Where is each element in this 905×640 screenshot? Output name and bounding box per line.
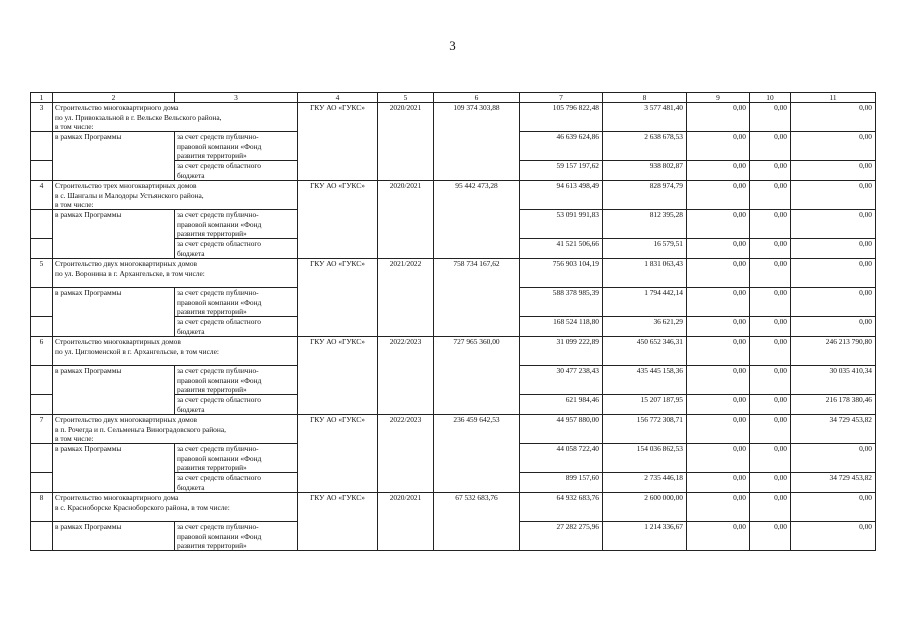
empty-cell xyxy=(31,239,53,259)
text-line: за счет средств областного xyxy=(177,317,261,327)
text-line: за счет средств публично- xyxy=(177,522,259,532)
value-cell: 0,00 xyxy=(750,259,791,288)
row-number: 5 xyxy=(31,259,53,288)
column-number: 10 xyxy=(750,93,791,103)
value-cell: 0,00 xyxy=(791,493,876,522)
row-number: 4 xyxy=(31,181,53,210)
value-cell: 0,00 xyxy=(750,337,791,366)
value-cell: 0,00 xyxy=(791,444,876,473)
program-label: в рамках Программы xyxy=(53,288,175,337)
text-line: Строительство двух многоквартирных домов xyxy=(55,259,198,269)
value-cell: 0,00 xyxy=(791,103,876,132)
value-cell: 246 213 790,80 xyxy=(791,337,876,366)
value-cell: 0,00 xyxy=(750,161,791,181)
value-cell: 0,00 xyxy=(791,161,876,181)
value-cell: 0,00 xyxy=(791,288,876,317)
value-cell: 0,00 xyxy=(687,103,750,132)
value-cell: 0,00 xyxy=(750,103,791,132)
empty-cell xyxy=(31,210,53,239)
value-cell: 0,00 xyxy=(687,181,750,210)
value-cell: 0,00 xyxy=(750,522,791,551)
project-row xyxy=(31,103,876,132)
value-cell: 1 794 442,14 xyxy=(603,288,687,317)
text-line: по ул. Цигломенской в г. Архангельске, в том числе: xyxy=(55,346,219,356)
value-cell: 0,00 xyxy=(750,288,791,317)
program-label: в рамках Программы xyxy=(53,366,175,415)
funding-source-label xyxy=(175,444,298,473)
value-cell: 450 652 346,31 xyxy=(603,337,687,366)
value-cell: 0,00 xyxy=(687,366,750,395)
value-cell: 938 802,87 xyxy=(603,161,687,181)
text-line: за счет средств областного xyxy=(177,473,261,483)
text-line: в том числе: xyxy=(55,121,94,131)
cost-cell: 727 965 360,00 xyxy=(434,337,520,415)
value-cell: 44 957 880,00 xyxy=(520,415,603,444)
funding-source-label xyxy=(175,366,298,395)
header-row xyxy=(31,93,876,103)
empty-cell xyxy=(31,366,53,395)
value-cell: 2 600 000,00 xyxy=(603,493,687,522)
row-number: 8 xyxy=(31,493,53,522)
text-line: Строительство многоквартирных домов xyxy=(55,337,181,347)
text-line: правовой компании «Фонд xyxy=(177,219,262,229)
value-cell: 828 974,79 xyxy=(603,181,687,210)
text-line: за счет средств публично- xyxy=(177,288,259,298)
value-cell: 44 058 722,40 xyxy=(520,444,603,473)
text-line: развития территорий» xyxy=(177,228,247,238)
customer-cell: ГКУ АО «ГУКС» xyxy=(298,493,378,551)
value-cell: 41 521 506,66 xyxy=(520,239,603,259)
funding-source-label xyxy=(175,317,298,337)
table-body xyxy=(31,93,876,551)
value-cell: 0,00 xyxy=(750,493,791,522)
project-name xyxy=(53,493,298,522)
project-row xyxy=(31,259,876,288)
empty-cell xyxy=(31,444,53,473)
value-cell: 0,00 xyxy=(687,239,750,259)
value-cell: 0,00 xyxy=(791,181,876,210)
text-line: правовой компании «Фонд xyxy=(177,531,262,541)
value-cell: 0,00 xyxy=(687,337,750,366)
value-cell: 0,00 xyxy=(687,415,750,444)
value-cell: 621 984,46 xyxy=(520,395,603,415)
empty-cell xyxy=(31,395,53,415)
value-cell: 0,00 xyxy=(750,132,791,161)
program-table xyxy=(30,92,876,551)
funding-source-label xyxy=(175,288,298,317)
text-line: развития территорий» xyxy=(177,306,247,316)
program-label: в рамках Программы xyxy=(53,444,175,493)
empty-cell xyxy=(31,473,53,493)
period-cell: 2022/2023 xyxy=(378,415,434,493)
value-cell: 0,00 xyxy=(750,395,791,415)
funding-source-label xyxy=(175,522,298,551)
funding-source-label xyxy=(175,132,298,161)
value-cell: 15 207 187,95 xyxy=(603,395,687,415)
text-line: Строительство трех многоквартирных домов xyxy=(55,181,197,191)
value-cell: 0,00 xyxy=(750,317,791,337)
project-name xyxy=(53,337,298,366)
text-line: в том числе: xyxy=(55,433,94,443)
value-cell: 0,00 xyxy=(750,210,791,239)
value-cell: 59 157 197,62 xyxy=(520,161,603,181)
value-cell: 0,00 xyxy=(791,239,876,259)
value-cell: 30 477 238,43 xyxy=(520,366,603,395)
text-line: правовой компании «Фонд xyxy=(177,375,262,385)
text-line: в с. Красноборске Красноборского района, в том числе: xyxy=(55,502,230,512)
text-line: развития территорий» xyxy=(177,150,247,160)
value-cell: 34 729 453,82 xyxy=(791,415,876,444)
value-cell: 0,00 xyxy=(791,317,876,337)
text-line: за счет средств областного xyxy=(177,239,261,249)
funding-source-label xyxy=(175,395,298,415)
funding-source-label xyxy=(175,161,298,181)
text-line: бюджета xyxy=(177,170,205,180)
period-cell: 2022/2023 xyxy=(378,337,434,415)
value-cell: 0,00 xyxy=(687,288,750,317)
text-line: за счет средств публично- xyxy=(177,366,259,376)
value-cell: 168 524 118,80 xyxy=(520,317,603,337)
text-line: Строительство двух многоквартирных домов xyxy=(55,415,198,425)
period-cell: 2021/2022 xyxy=(378,259,434,337)
text-line: за счет средств областного xyxy=(177,395,261,405)
customer-cell: ГКУ АО «ГУКС» xyxy=(298,415,378,493)
value-cell: 154 036 862,53 xyxy=(603,444,687,473)
column-number: 4 xyxy=(298,93,378,103)
text-line: развития территорий» xyxy=(177,384,247,394)
text-line: развития территорий» xyxy=(177,462,247,472)
column-number: 8 xyxy=(603,93,687,103)
empty-cell xyxy=(31,288,53,317)
value-cell: 27 282 275,96 xyxy=(520,522,603,551)
funding-source-label xyxy=(175,239,298,259)
cost-cell: 95 442 473,28 xyxy=(434,181,520,259)
value-cell: 0,00 xyxy=(687,473,750,493)
value-cell: 0,00 xyxy=(750,444,791,473)
cost-cell: 109 374 303,88 xyxy=(434,103,520,181)
customer-cell: ГКУ АО «ГУКС» xyxy=(298,181,378,259)
value-cell: 53 091 991,83 xyxy=(520,210,603,239)
column-number: 2 xyxy=(53,93,175,103)
value-cell: 0,00 xyxy=(687,522,750,551)
value-cell: 30 035 410,34 xyxy=(791,366,876,395)
value-cell: 1 831 063,43 xyxy=(603,259,687,288)
value-cell: 0,00 xyxy=(750,473,791,493)
value-cell: 899 157,60 xyxy=(520,473,603,493)
project-name xyxy=(53,103,298,132)
text-line: развития территорий» xyxy=(177,540,247,550)
value-cell: 588 378 985,39 xyxy=(520,288,603,317)
value-cell: 216 178 380,46 xyxy=(791,395,876,415)
value-cell: 0,00 xyxy=(687,132,750,161)
empty-cell xyxy=(31,132,53,161)
value-cell: 0,00 xyxy=(750,366,791,395)
text-line: правовой компании «Фонд xyxy=(177,297,262,307)
value-cell: 64 932 683,76 xyxy=(520,493,603,522)
text-line: в с. Шангалы и Малодоры Устьянского района, xyxy=(55,190,204,200)
funding-source-label xyxy=(175,210,298,239)
project-name xyxy=(53,259,298,288)
project-row xyxy=(31,415,876,444)
text-line: в п. Рочегда и п. Сельменьга Виноградовского района, xyxy=(55,424,226,434)
value-cell: 36 621,29 xyxy=(603,317,687,337)
project-name xyxy=(53,181,298,210)
value-cell: 0,00 xyxy=(687,444,750,473)
column-number: 9 xyxy=(687,93,750,103)
value-cell: 0,00 xyxy=(750,181,791,210)
text-line: по ул. Привокзальной в г. Вельске Вельского района, xyxy=(55,112,222,122)
period-cell: 2020/2021 xyxy=(378,493,434,551)
value-cell: 756 903 104,19 xyxy=(520,259,603,288)
value-cell: 0,00 xyxy=(687,493,750,522)
text-line: правовой компании «Фонд xyxy=(177,141,262,151)
program-label: в рамках Программы xyxy=(53,210,175,259)
text-line: правовой компании «Фонд xyxy=(177,453,262,463)
period-cell: 2020/2021 xyxy=(378,181,434,259)
text-line: за счет средств публично- xyxy=(177,444,259,454)
column-number: 5 xyxy=(378,93,434,103)
column-number: 3 xyxy=(175,93,298,103)
program-label: в рамках Программы xyxy=(53,132,175,181)
text-line: бюджета xyxy=(177,482,205,492)
value-cell: 0,00 xyxy=(791,132,876,161)
value-cell: 0,00 xyxy=(791,522,876,551)
page-number: 3 xyxy=(449,38,456,53)
value-cell: 0,00 xyxy=(687,161,750,181)
text-line: за счет средств публично- xyxy=(177,132,259,142)
text-line: за счет средств публично- xyxy=(177,210,259,220)
value-cell: 0,00 xyxy=(791,259,876,288)
value-cell: 34 729 453,82 xyxy=(791,473,876,493)
value-cell: 0,00 xyxy=(687,395,750,415)
cost-cell: 236 459 642,53 xyxy=(434,415,520,493)
program-label: в рамках Программы xyxy=(53,522,175,551)
project-row xyxy=(31,493,876,522)
value-cell: 812 395,28 xyxy=(603,210,687,239)
text-line: в том числе: xyxy=(55,199,94,209)
cost-cell: 758 734 167,62 xyxy=(434,259,520,337)
column-number: 7 xyxy=(520,93,603,103)
value-cell: 46 639 624,86 xyxy=(520,132,603,161)
row-number: 6 xyxy=(31,337,53,366)
value-cell: 0,00 xyxy=(791,210,876,239)
customer-cell: ГКУ АО «ГУКС» xyxy=(298,103,378,181)
column-number: 11 xyxy=(791,93,876,103)
customer-cell: ГКУ АО «ГУКС» xyxy=(298,259,378,337)
customer-cell: ГКУ АО «ГУКС» xyxy=(298,337,378,415)
period-cell: 2020/2021 xyxy=(378,103,434,181)
empty-cell xyxy=(31,161,53,181)
value-cell: 105 796 822,48 xyxy=(520,103,603,132)
empty-cell xyxy=(31,522,53,551)
value-cell: 0,00 xyxy=(687,317,750,337)
text-line: по ул. Воронина в г. Архангельске, в том числе: xyxy=(55,268,205,278)
text-line: бюджета xyxy=(177,326,205,336)
row-number: 7 xyxy=(31,415,53,444)
project-name xyxy=(53,415,298,444)
text-line: бюджета xyxy=(177,404,205,414)
value-cell: 0,00 xyxy=(687,210,750,239)
text-line: за счет средств областного xyxy=(177,161,261,171)
value-cell: 0,00 xyxy=(750,239,791,259)
empty-cell xyxy=(31,317,53,337)
value-cell: 0,00 xyxy=(750,415,791,444)
row-number: 3 xyxy=(31,103,53,132)
value-cell: 16 579,51 xyxy=(603,239,687,259)
value-cell: 2 735 446,18 xyxy=(603,473,687,493)
value-cell: 3 577 481,40 xyxy=(603,103,687,132)
value-cell: 2 638 678,53 xyxy=(603,132,687,161)
value-cell: 0,00 xyxy=(687,259,750,288)
value-cell: 1 214 336,67 xyxy=(603,522,687,551)
column-number: 6 xyxy=(434,93,520,103)
project-row xyxy=(31,337,876,366)
text-line: Строительство многоквартирного дома xyxy=(55,493,179,503)
value-cell: 156 772 308,71 xyxy=(603,415,687,444)
text-line: Строительство многоквартирного дома xyxy=(55,103,179,113)
text-line: бюджета xyxy=(177,248,205,258)
column-number: 1 xyxy=(31,93,53,103)
value-cell: 435 445 158,36 xyxy=(603,366,687,395)
value-cell: 94 613 498,49 xyxy=(520,181,603,210)
cost-cell: 67 532 683,76 xyxy=(434,493,520,551)
funding-source-label xyxy=(175,473,298,493)
value-cell: 31 099 222,89 xyxy=(520,337,603,366)
project-row xyxy=(31,181,876,210)
